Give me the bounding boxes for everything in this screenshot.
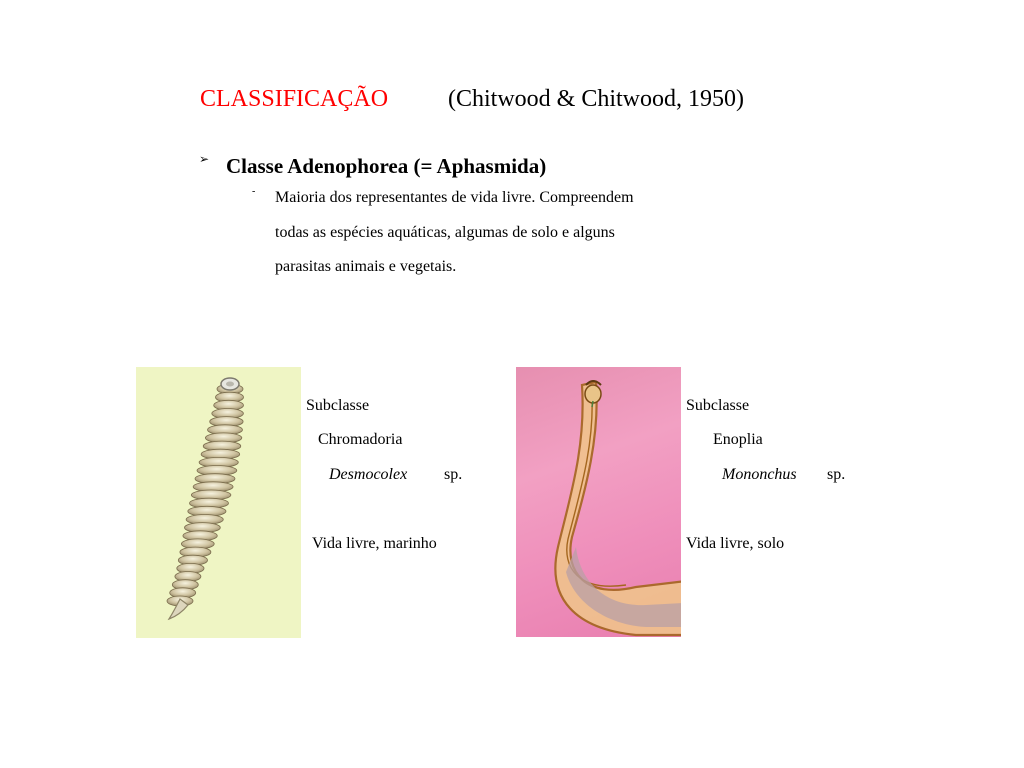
desmocolex-mouth xyxy=(226,382,234,387)
desmocolex-image xyxy=(136,367,301,638)
left-subclass-label: Subclasse xyxy=(306,397,370,414)
right-habitat: Vida livre, solo xyxy=(686,535,785,552)
mononchus-image xyxy=(516,367,681,637)
right-subclass-label: Subclasse xyxy=(686,397,750,414)
mononchus-illustration xyxy=(516,367,681,637)
right-genus: Mononchus xyxy=(722,466,797,483)
classification-reference: (Chitwood & Chitwood, 1950) xyxy=(448,86,745,112)
mononchus-tooth xyxy=(592,401,593,407)
left-species-suffix: sp. xyxy=(444,466,463,483)
dash-bullet-icon: - xyxy=(252,186,256,197)
classification-title: CLASSIFICAÇÃO xyxy=(200,86,389,112)
left-habitat: Vida livre, marinho xyxy=(312,535,437,552)
class-heading: Classe Adenophorea (= Aphasmida) xyxy=(226,154,547,178)
desmocolex-body-rings xyxy=(167,384,244,606)
description-line: parasitas animais e vegetais. xyxy=(275,258,457,275)
description-line: todas as espécies aquáticas, algumas de solo e alguns xyxy=(275,224,615,241)
description-line: Maioria dos representantes de vida livre. Compreendem xyxy=(275,189,634,206)
arrow-bullet-icon: ➢ xyxy=(199,152,210,166)
right-species-suffix: sp. xyxy=(827,466,846,483)
mononchus-body xyxy=(555,382,681,635)
right-subclass-name: Enoplia xyxy=(713,431,763,448)
left-subclass-name: Chromadoria xyxy=(318,431,403,448)
left-genus: Desmocolex xyxy=(329,466,408,483)
desmocolex-illustration xyxy=(136,367,301,638)
mononchus-buccal-cavity xyxy=(585,385,601,403)
